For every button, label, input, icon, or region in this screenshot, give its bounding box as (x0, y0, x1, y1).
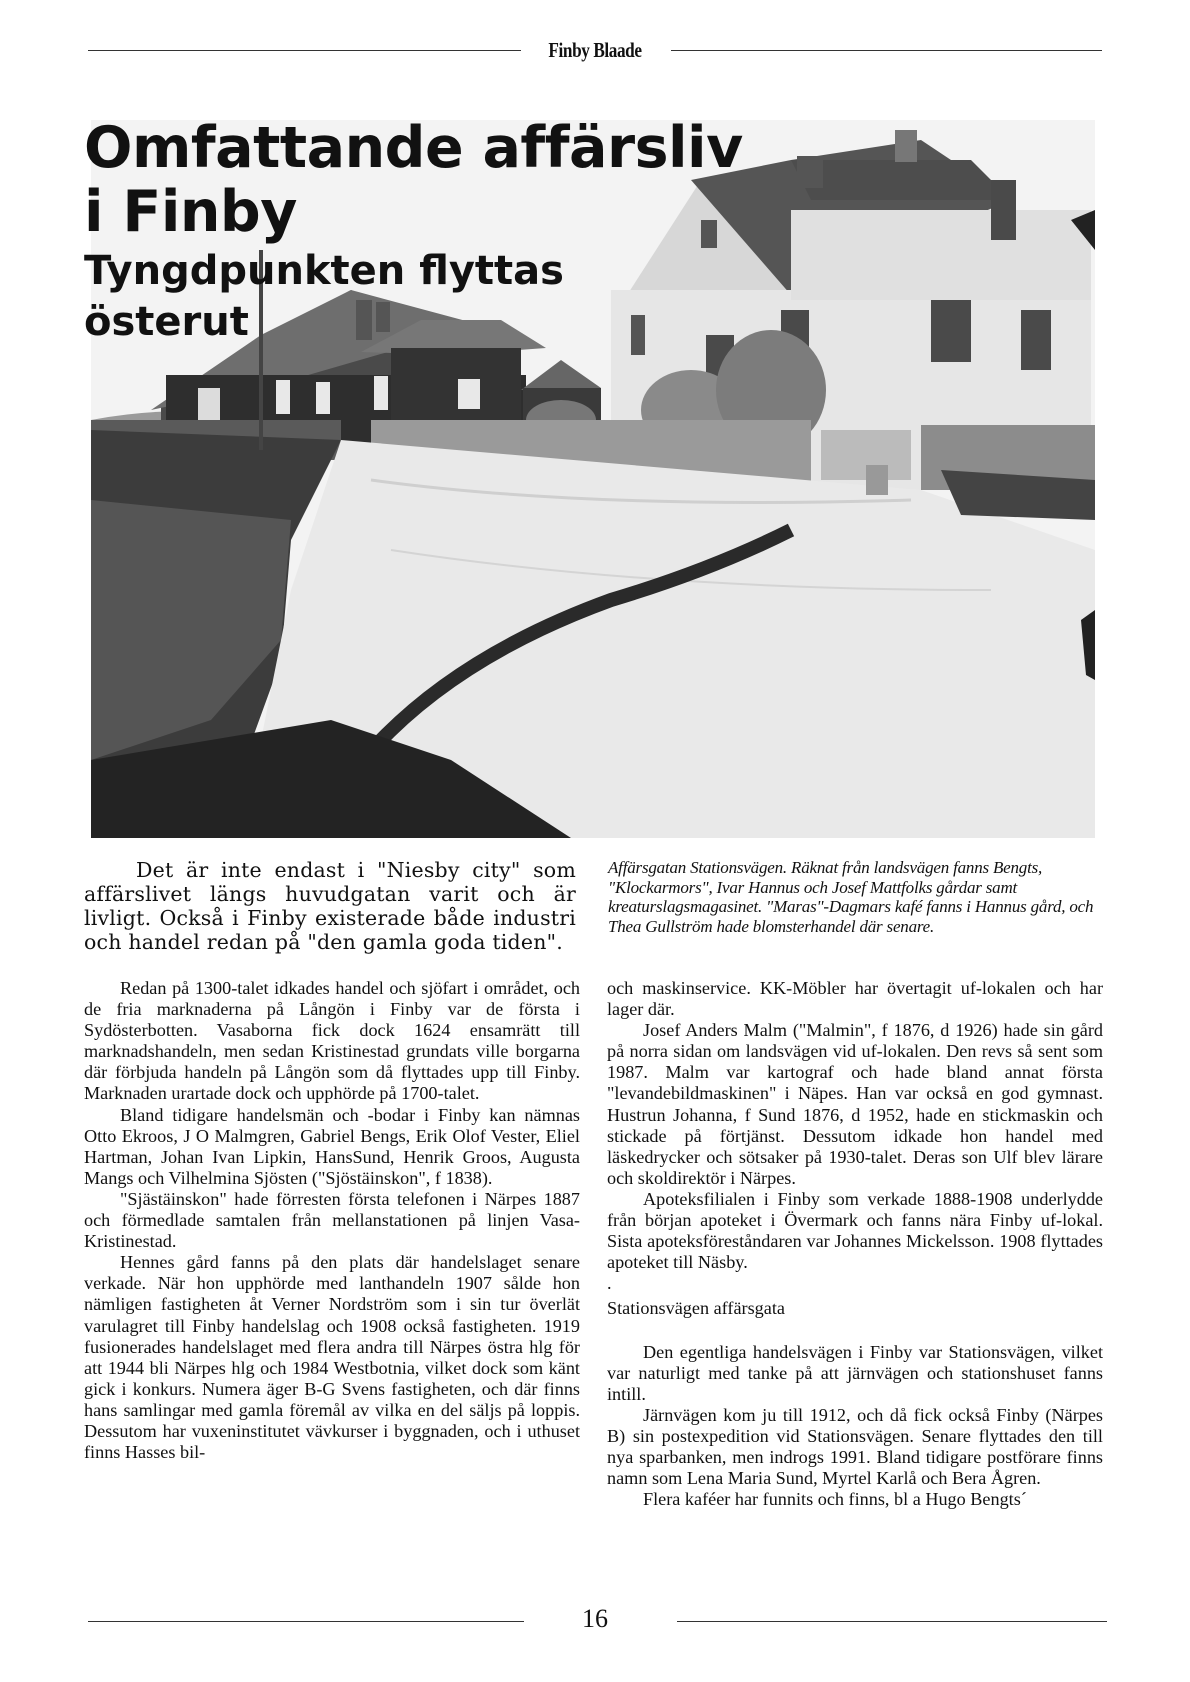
body-paragraph: Järnvägen kom ju till 1912, och då fick också Finby (Närpes B) sin postexpedition vid Stationsvägen. Senare flyttades den till nya sparbanken, men indrogs 1991. Bland tidigare postförare finns namn som Lena Maria Sund, Myrtel Karlå och Bera Ågren. (607, 1404, 1103, 1489)
photo-caption: Affärsgatan Stationsvägen. Räknat från landsvägen fanns Bengts, "Klockarmors", Ivar Hannus och Josef Mattfolks gårdar samt kreaturslagsmagasinet. "Maras"-Dagmars kafé fanns i Hannus gård, och Thea Gullström hade blomsterhandel där senare. (608, 858, 1094, 936)
body-paragraph: Bland tidigare handelsmän och -bodar i Finby kan nämnas Otto Ekroos, J O Malmgren, Gabriel Bengs, Erik Olof Vester, Eliel Hartman, Johan Ivan Lipkin, HansSund, Henrik Groos, Augusta Mangs och Vilhelmina Sjösten ("Sjöstäinskon", f 1838). (84, 1104, 580, 1188)
body-paragraph: Hennes gård fanns på den plats där handelslaget senare verkade. När hon upphörde med lanthandeln 1907 sålde hon nämligen fastigheten åt Verner Nordström som i sin tur överlät varulagret till Finby handelslag och 1908 också fastigheten. 1919 fusionerades handelslaget med flera andra till Närpes östra hlg för att 1944 bli Närpes hlg och 1984 Westbotnia, vilket dock som känt gick i konkurs. Numera äger B-G Svens fastigheten, och där finns hans samlingar med gamla föremål av vilka en del säljs på loppis. Dessutom har vuxeninstitutet vävkurser i byggnaden, och i uthuset finns Hasses bil- (84, 1252, 580, 1463)
left-column (84, 978, 580, 1463)
section-subheading: Stationsvägen affärsgata (607, 1298, 785, 1319)
body-paragraph: Apoteksfilialen i Finby som verkade 1888-1908 underlydde från början apoteket i Övermark och fanns nära Finby uf-lokal. Sista apoteksföreståndaren var Johannes Mickelsson. 1908 flyttades apoteket till Näsby. (607, 1188, 1103, 1273)
right-column (607, 978, 1103, 1510)
footer-rule-left (88, 1621, 524, 1622)
body-paragraph: Redan på 1300-talet idkades handel och sjöfart i området, och de fria marknaderna på Långön i Finby var de första i Sydösterbotten. Vasaborna fick dock 1624 ensamrätt till marknadshandeln, men sedan Kristinestad grundats ville borgarna där förbjuda handeln på Långön som då flyttades upp till Finby. Marknaden urartade dock och upphörde på 1700-talet. (84, 978, 580, 1104)
headline-line-1: Omfattande affärsliv (84, 115, 743, 181)
headline-line-2: i Finby (84, 179, 297, 245)
page-number: 16 (582, 1604, 608, 1633)
publication-title: Finby Blaade (548, 38, 642, 62)
lead-paragraph: Det är inte endast i "Niesby city" som affärslivet längs huvudgatan varit och är livligt. Också i Finby existerade både industri och handel redan på "den gamla goda tiden". (84, 858, 576, 954)
header-rule-left (88, 50, 521, 51)
body-paragraph: Den egentliga handelsvägen i Finby var Stationsvägen, vilket var naturligt med tanke på att järnvägen och stationshuset fanns intill. (607, 1341, 1103, 1404)
body-paragraph: och maskinservice. KK-Möbler har övertagit uf-lokalen och har lager där. (607, 978, 1103, 1020)
body-paragraph: Flera kaféer har funnits och finns, bl a Hugo Bengts´ (643, 1489, 1027, 1510)
stray-dot: . (607, 1273, 612, 1294)
footer-rule-right (677, 1621, 1107, 1622)
header-rule-right (671, 50, 1102, 51)
body-paragraph: Josef Anders Malm ("Malmin", f 1876, d 1926) hade sin gård på norra sidan om landsvägen vid uf-lokalen. Den revs så sent som 1987. Malm var kartograf och hade bland annat första "levandebildmaskinen" i Näpes. Han var också en god gymnast. Hustrun Johanna, f Sund 1876, d 1952, hade en stickmaskin och stickade på förtjänst. Dessutom idkade hon handel med läskedrycker och sötsaker på 1930-talet. Deras son Ulf blev lärare och skoldirektör i Närpes. (607, 1020, 1103, 1188)
headline (84, 116, 743, 244)
subheadline: Tyngdpunkten flyttas österut (84, 248, 564, 345)
body-paragraph: "Sjästäinskon" hade förresten första telefonen i Närpes 1887 och förmedlade samtalen från mellanstationen på linjen Vasa-Kristinestad. (84, 1188, 580, 1252)
